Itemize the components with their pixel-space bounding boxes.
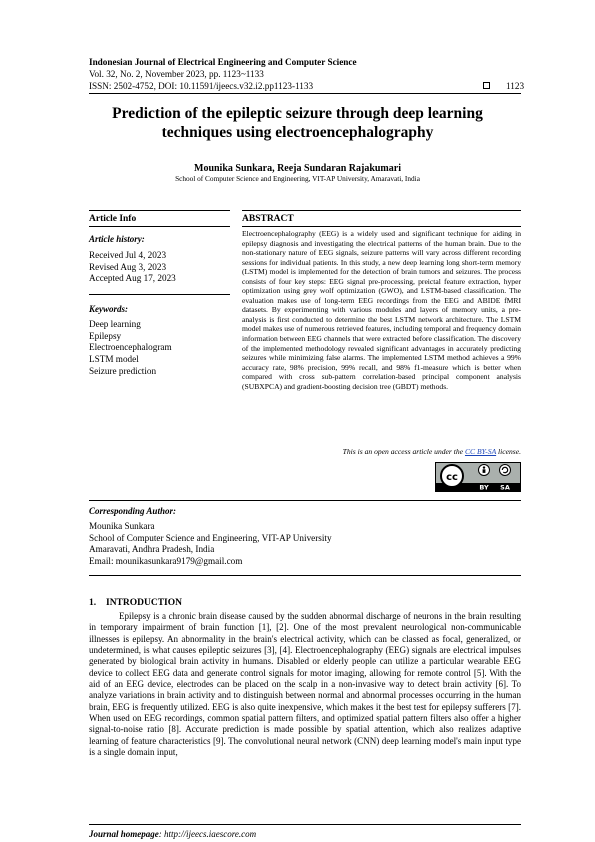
page-number: 1123: [506, 81, 525, 91]
title-line-2: techniques using electroencephalography: [161, 124, 434, 141]
affiliation: School of Computer Science and Engineering, VIT-AP University, Amaravati, India: [175, 174, 420, 183]
keyword-item: Electroencephalogram: [89, 342, 172, 353]
open-access-suffix: license.: [496, 447, 521, 456]
keywords-rule: [89, 294, 230, 295]
intro-body: [89, 611, 521, 758]
badge-sa-label: SA: [500, 483, 510, 491]
keywords-list: [89, 319, 172, 378]
title-line-1: Prediction of the epileptic seizure through deep learning: [112, 105, 483, 122]
history-accepted: Accepted Aug 17, 2023: [89, 273, 176, 284]
cc-badge-graphic: [436, 463, 520, 491]
homepage-label: Journal homepage: [89, 829, 159, 839]
license-link[interactable]: CC BY-SA: [464, 447, 497, 456]
homepage-url[interactable]: http://ijeecs.iaescore.com: [164, 829, 257, 839]
history-label: Article history:: [89, 234, 145, 244]
abstract-heading: ABSTRACT: [242, 214, 294, 224]
keywords-label: Keywords:: [89, 304, 128, 314]
journal-name: Indonesian Journal of Electrical Engineering and Computer Science: [89, 57, 357, 67]
article-info-sub-rule: [89, 226, 230, 227]
intro-paragraph: Epilepsy is a chronic brain disease caused by the sudden abnormal discharge of neurons in the brain resulting in temporary impairment of brain function [1], [2]. One of the most prevalent neurological non-communicable illnesses is epilepsy. An abnormality in the brain's electrical activity, which can be classed as focal, generalized, or undetermined, is what causes epileptic seizures [3], [4]. Electroencephalography (EEG) signals are electrical impulses generated by biological brain activity in humans. Disabled or elderly people can utilize a particular wearable EEG device to collect EEG data and generate control signals for motor imaging, allowing for remote control [5]. With the aid of an EEG device, electrodes can be placed on the scalp in a non-invasive way to detect brain activity [6]. To analyze variations in brain activity and to distinguish between normal and abnormal processes occurring in the human brain, EEG is frequently utilized. EEG is also quite inexpensive, which makes it the best test for epilepsy sufferers [7]. When used on EEG recordings, common spatial pattern filters, and optimized spatial pattern filters also offer a higher signal-to-noise ratio [8]. Accurate prediction is made possible by spatial attention, which also realizes adaptive learning of feature characteristics [9]. The convolutional neural network (CNN) deep learning model's main input type is a single domain input,: [89, 611, 521, 758]
keyword-item: Deep learning: [89, 319, 141, 329]
corresponding-top-rule: [89, 500, 521, 501]
corresponding-details: [89, 521, 332, 568]
svg-text:cc: cc: [446, 472, 458, 483]
abstract-text: Electroencephalography (EEG) is a widely used and significant technique for aiding in epilepsy diagnosis and investigating the electrical patterns of the human brain. Due to the non-stationary nature of EEG signals, seizure patterns will vary across different recording sessions for individual patients. In this study, a new deep learning long short-term memory (LSTM) model is implemented for the detection of brain tumors and seizures. The process consists of four key steps: EEG signal pre-processing, preictal feature extraction, hyper optimization using grey wolf optimization (GWO), and LSTM-based classification. The evaluation makes use of long-term EEG recordings from the EEG and ABIDE fMRI datasets. By experimenting with various modules and layers of memory units, a pre-analysis is first conducted to determine the best LSTM network architecture. The LSTM model makes use of numerous retrieved features, including temporal and frequency domain information between EEG channels that were extracted before classification. The discovery of the implemented methodology revealed significant advantages in accurately predicting seizures while minimizing false alarms. The implemented LSTM method achieves a 99% accuracy rate, 98% precision, 99% recall, and 98% f1-measure which is better when compared with cross sub-pattern correlation-based principal component analysis (SUBXPCA) and gradient-boosting decision tree (GBDT) methods.: [242, 229, 521, 391]
sa-icon: [500, 465, 511, 476]
journal-homepage: Journal homepage: http://ijeecs.iaescore.com: [89, 829, 257, 839]
corresponding-location: Amaravati, Andhra Pradesh, India: [89, 544, 215, 555]
history-received: Received Jul 4, 2023: [89, 250, 167, 260]
paper-title: [70, 104, 525, 142]
header-rule: [89, 93, 521, 94]
article-info-heading: Article Info: [89, 214, 137, 224]
volume-info: Vol. 32, No. 2, November 2023, pp. 1123~1133: [89, 69, 264, 79]
corresponding-school: School of Computer Science and Engineering, VIT-AP University: [89, 532, 332, 543]
corresponding-heading: Corresponding Author:: [89, 506, 176, 516]
keyword-item: Seizure prediction: [89, 365, 157, 376]
issn-doi: ISSN: 2502-4752, DOI: 10.11591/ijeecs.v32.i2.pp1123-1133: [89, 81, 314, 91]
article-info-top-rule: [89, 210, 230, 211]
corresponding-name: Mounika Sunkara: [89, 521, 155, 531]
authors: Mounika Sunkara, Reeja Sundaran Rajakumari: [194, 163, 401, 174]
intro-heading: INTRODUCTION: [106, 598, 183, 608]
open-access-prefix: This is an open access article under the: [342, 447, 465, 456]
intro-heading-number: 1.: [89, 598, 97, 608]
badge-by-label: BY: [479, 483, 489, 491]
keyword-item: Epilepsy: [89, 330, 122, 341]
history-revised: Revised Aug 3, 2023: [89, 261, 167, 272]
corresponding-email: Email: mounikasunkara9179@gmail.com: [89, 556, 243, 567]
open-access-note: [242, 447, 521, 456]
keyword-item: LSTM model: [89, 354, 139, 365]
footer-rule: [89, 824, 521, 825]
page-box-icon: [483, 82, 490, 89]
corresponding-bottom-rule: [89, 575, 521, 576]
article-history: [89, 250, 176, 285]
abstract-top-rule: [242, 210, 521, 211]
cc-license-badge[interactable]: [435, 462, 521, 492]
abstract-sub-rule: [242, 226, 521, 227]
